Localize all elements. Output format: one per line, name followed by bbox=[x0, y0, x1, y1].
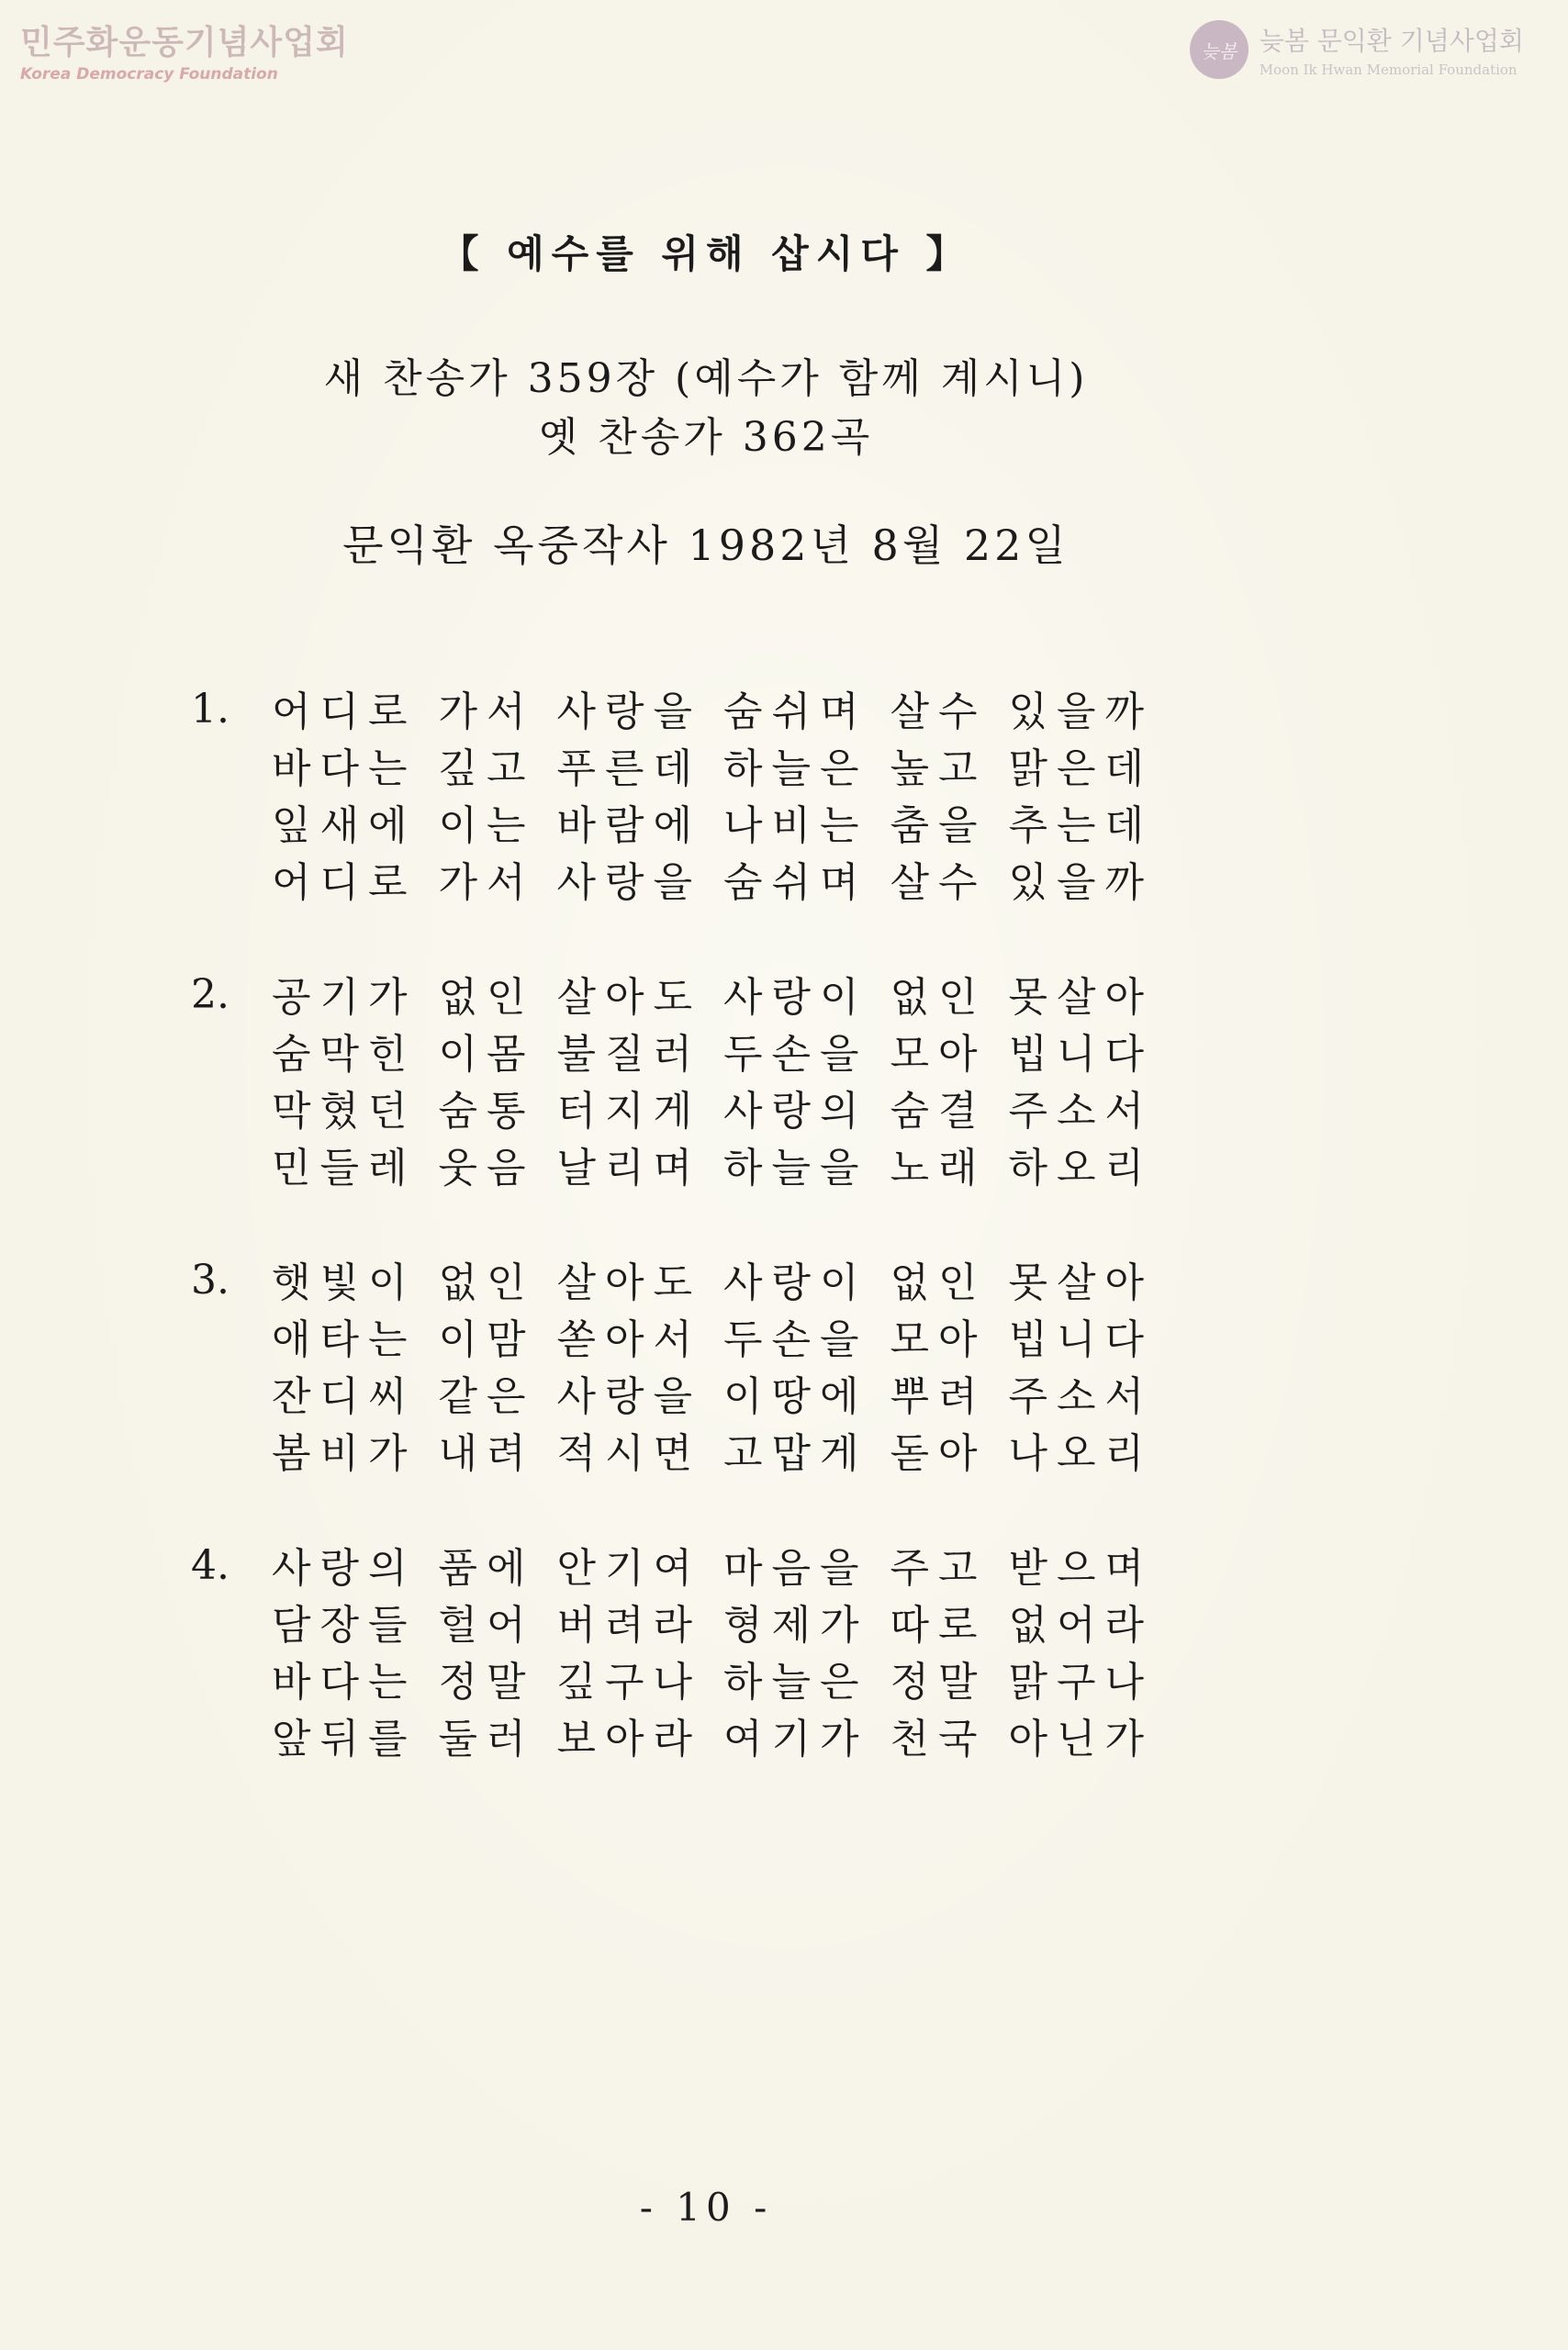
verse-line: 햇빛이 없인 살아도 사랑이 없인 못살아 bbox=[272, 1259, 1153, 1306]
korea-democracy-foundation-watermark bbox=[20, 17, 349, 84]
old-hymn-reference: 옛 찬송가 362곡 bbox=[538, 414, 874, 461]
watermark-left-korean: 민주화운동기념사업회 bbox=[20, 24, 349, 62]
foundation-logo-icon: 늦봄 bbox=[1190, 20, 1249, 79]
verse-2 bbox=[191, 969, 1238, 1197]
verses-list bbox=[191, 684, 1238, 1826]
document-title: 【 예수를 위해 삽시다 】 bbox=[440, 231, 972, 276]
verse-line: 공기가 없인 살아도 사랑이 없인 못살아 bbox=[272, 974, 1153, 1021]
verse-lines bbox=[272, 684, 1238, 912]
watermark-right-korean: 늦봄 문익환 기념사업회 bbox=[1259, 26, 1524, 56]
verse-number: 1. bbox=[191, 686, 230, 733]
verse-line: 봄비가 내려 적시면 고맙게 돋아 나오리 bbox=[272, 1430, 1153, 1477]
watermark-left-english: Korea Democracy Foundation bbox=[20, 65, 278, 84]
verse-4 bbox=[191, 1540, 1238, 1768]
watermark-right-english: Moon Ik Hwan Memorial Foundation bbox=[1259, 62, 1518, 78]
verse-line: 담장들 헐어 버려라 형제가 따로 없어라 bbox=[272, 1602, 1153, 1649]
verse-line: 앞뒤를 둘러 보아라 여기가 천국 아닌가 bbox=[272, 1716, 1153, 1762]
verse-line: 어디로 가서 사랑을 숨쉬며 살수 있을까 bbox=[272, 859, 1153, 906]
verse-3 bbox=[191, 1255, 1238, 1483]
verse-lines bbox=[272, 1255, 1238, 1483]
moon-ik-hwan-foundation-watermark bbox=[1190, 20, 1524, 79]
verse-number: 3. bbox=[191, 1257, 230, 1304]
verse-line: 어디로 가서 사랑을 숨쉬며 살수 있을까 bbox=[272, 688, 1153, 735]
new-hymn-reference: 새 찬송가 359장 (예수가 함께 계시니) bbox=[323, 355, 1089, 402]
verse-line: 막혔던 숨통 터지게 사랑의 숨결 주소서 bbox=[272, 1088, 1153, 1135]
verse-line: 사랑의 품에 안기여 마음을 주고 받으며 bbox=[272, 1545, 1153, 1592]
verse-line: 바다는 깊고 푸른데 하늘은 높고 맑은데 bbox=[272, 745, 1153, 792]
verse-lines bbox=[272, 1540, 1238, 1768]
verse-line: 잎새에 이는 바람에 나비는 춤을 추는데 bbox=[272, 802, 1153, 849]
verse-1 bbox=[191, 684, 1238, 912]
author-date-line: 문익환 옥중작사 1982년 8월 22일 bbox=[342, 520, 1070, 570]
verse-lines bbox=[272, 969, 1238, 1197]
verse-number: 2. bbox=[191, 971, 230, 1018]
verse-line: 민들레 웃음 날리며 하늘을 노래 하오리 bbox=[272, 1145, 1153, 1192]
verse-line: 바다는 정말 깊구나 하늘은 정말 맑구나 bbox=[272, 1659, 1153, 1706]
verse-number: 4. bbox=[191, 1542, 230, 1589]
verse-line: 숨막힌 이몸 불질러 두손을 모아 빕니다 bbox=[272, 1031, 1153, 1078]
verse-line: 잔디씨 같은 사랑을 이땅에 뿌려 주소서 bbox=[272, 1373, 1153, 1420]
page-number: - 10 - bbox=[639, 2185, 773, 2230]
verse-line: 애타는 이맘 쏟아서 두손을 모아 빕니다 bbox=[272, 1316, 1153, 1363]
